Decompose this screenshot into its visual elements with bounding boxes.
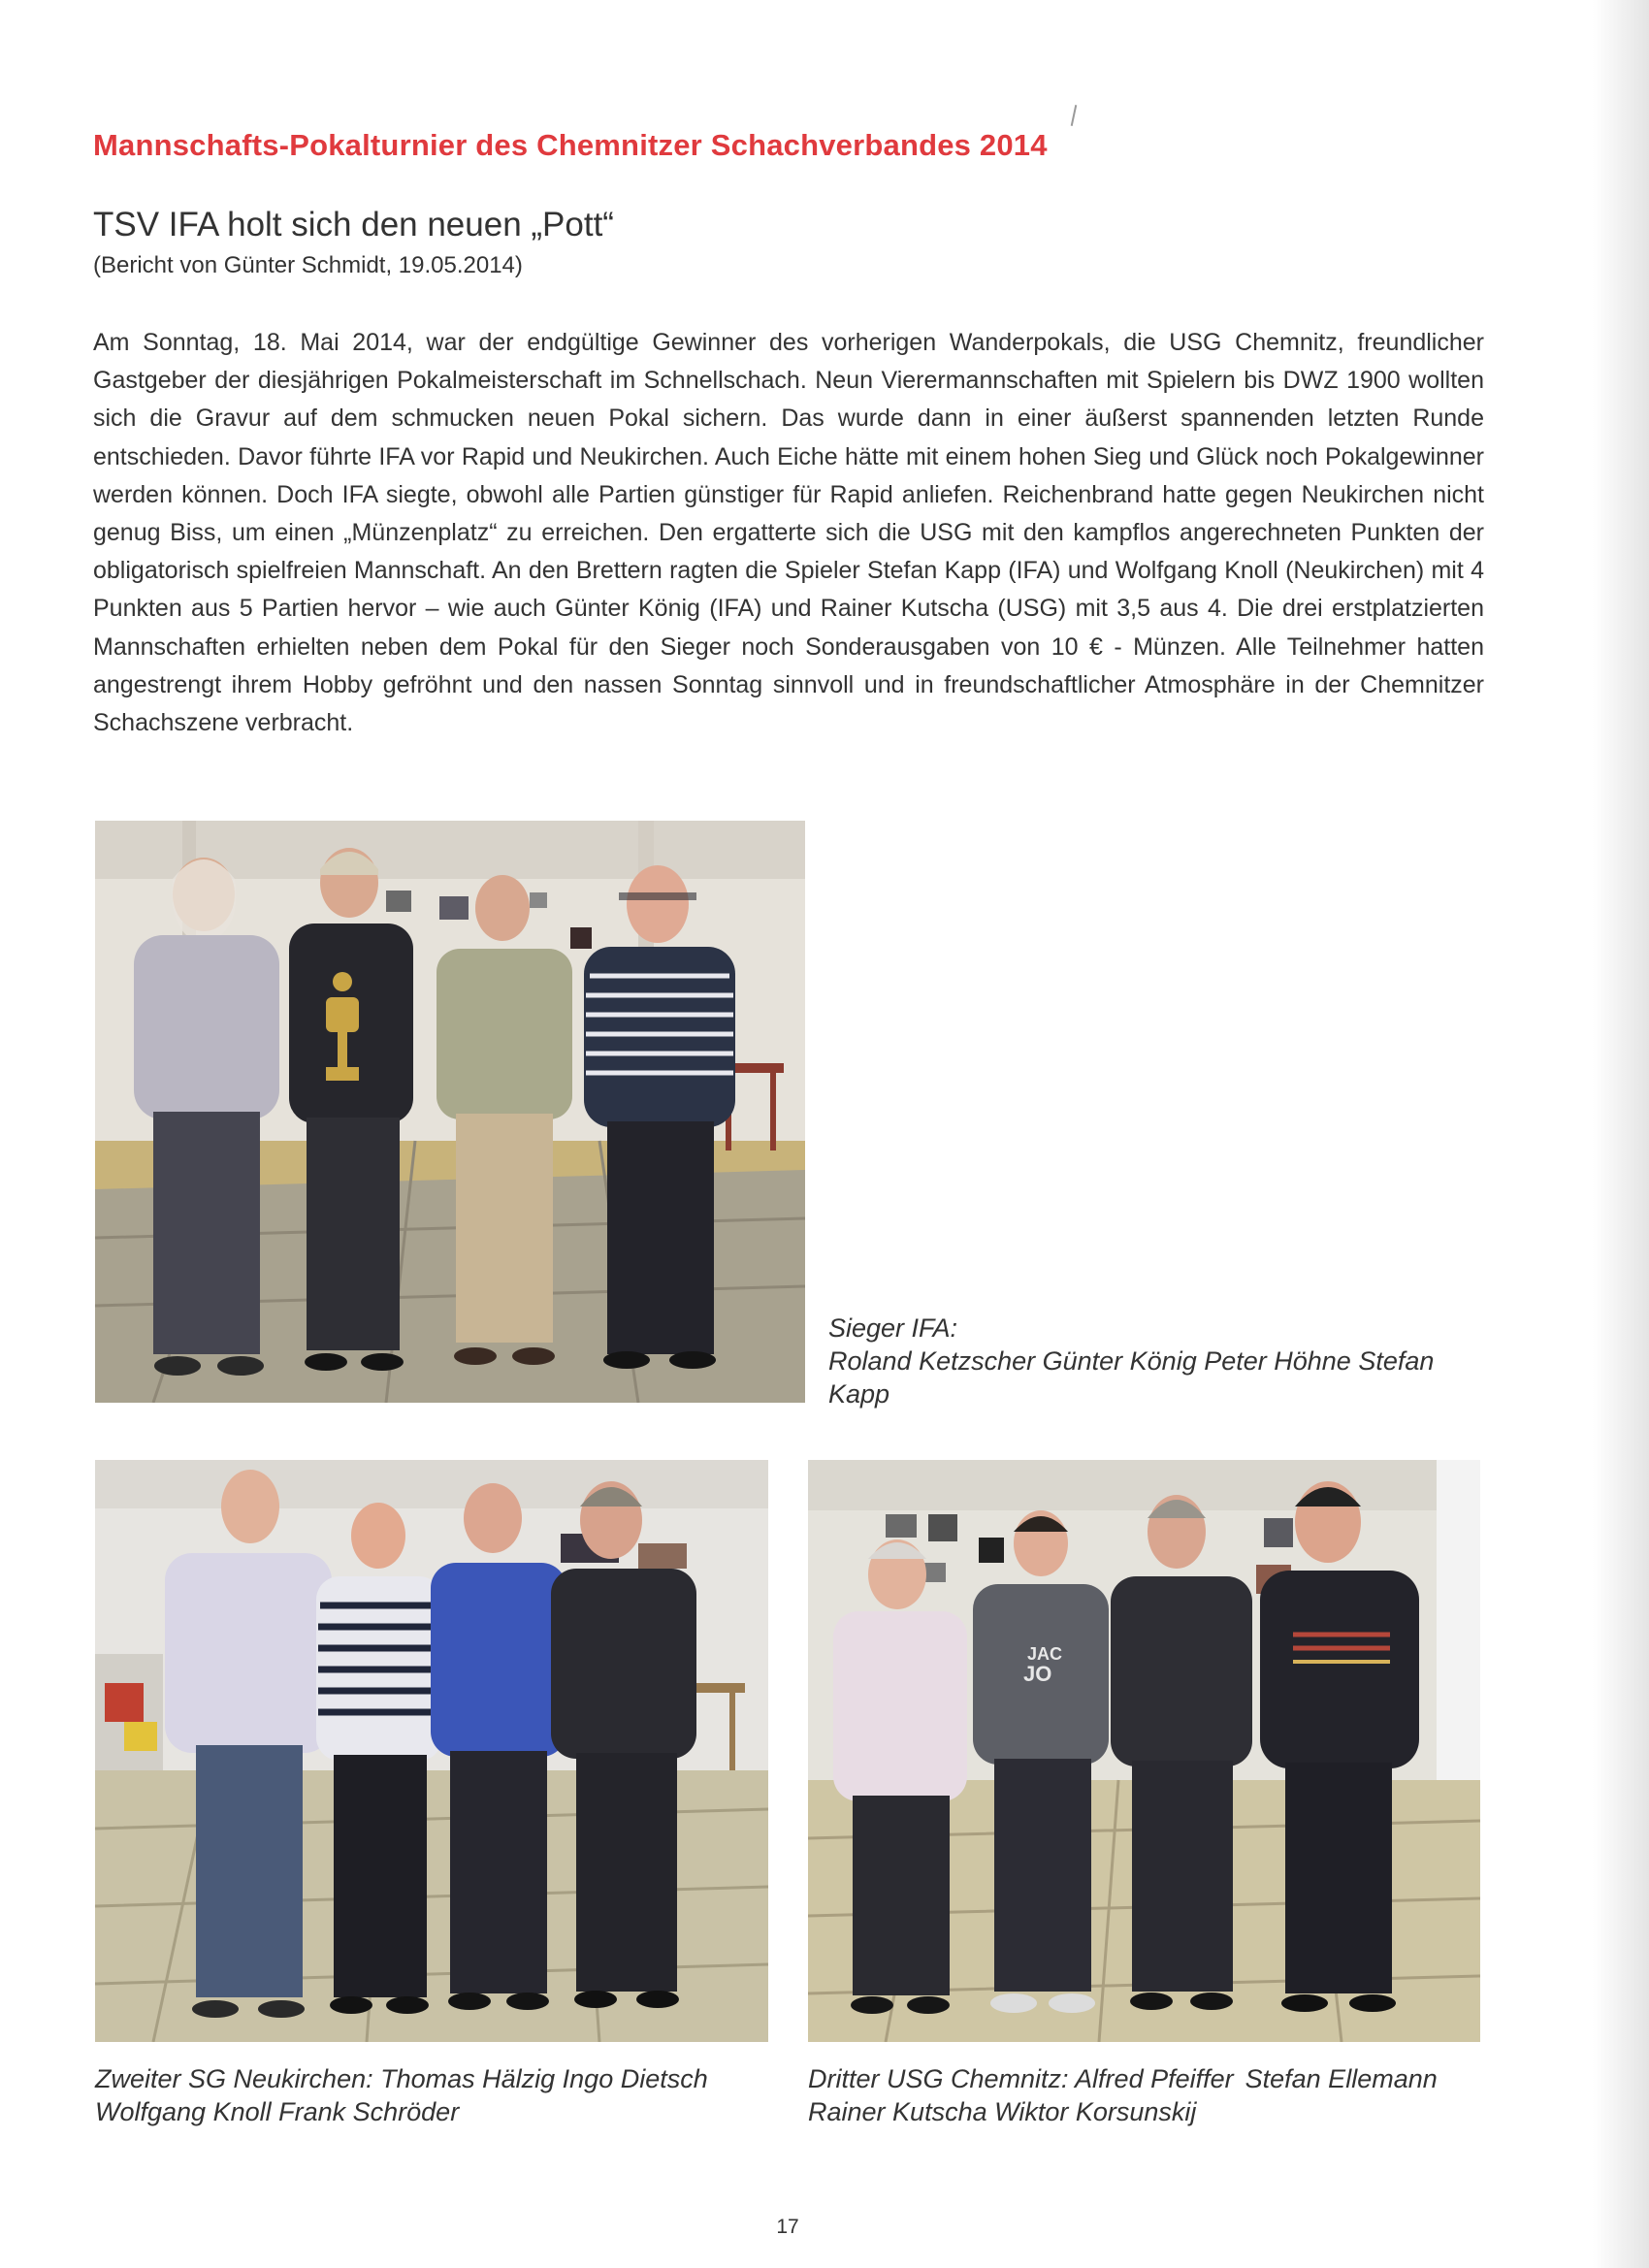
- page-binding-edge: [1593, 0, 1649, 2268]
- caption-second: [95, 2062, 774, 2128]
- caption-third-club: Dritter USG Chemnitz: Alfred Pfeiffer: [808, 2064, 1234, 2093]
- caption-winners-heading: Sieger IFA:: [828, 1313, 958, 1343]
- article-body: Am Sonntag, 18. Mai 2014, war der endgültige Gewinner des vorherigen Wanderpokals, die USG Chemnitz, freundlicher Gastgeber der diesjährigen Pokalmeisterschaft im Schnellschach. Neun Vierermannschaften mit Spielern bis DWZ 1900 wollten sich die Gravur auf dem schmucken neuen Pokal sichern. Das wurde dann in einer äußerst spannenden letzten Runde entschieden. Davor führte IFA vor Rapid und Neukirchen. Auch Eiche hätte mit einem hohen Sieg und Glück noch Pokalgewinner werden können. Doch IFA siegte, obwohl alle Partien günstiger für Rapid anliefen. Reichenbrand hatte gegen Neukirchen nicht genug Biss, um einen „Münzenplatz“ zu erreichen. Den ergatterte sich die USG mit den kampflos angerechneten Punkten der obligatorisch spielfreien Mannschaft. An den Brettern ragten die Spieler Stefan Kapp (IFA) und Wolfgang Knoll (Neukirchen) mit 4 Punkten aus 5 Partien hervor – wie auch Günter König (IFA) und Rainer Kutscha (USG) mit 3,5 aus 4. Die drei erstplatzierten Mannschaften erhielten neben dem Pokal für den Sieger noch Sonderausgaben von 10 € - Münzen. Alle Teilnehmer hatten angestrengt ihrem Hobby gefröhnt und den nassen Sonntag sinnvoll und in freundschaftlicher Atmosphäre in der Chemnitzer Schachszene verbracht.: [93, 329, 1484, 737]
- caption-third-line2: Rainer Kutscha Wiktor Korsunskij: [808, 2097, 1197, 2126]
- caption-third-line1: [808, 2062, 1487, 2095]
- caption-winners-names: Roland Ketzscher Günter König Peter Höhne Stefan Kapp: [828, 1346, 1435, 1409]
- caption-third-name: Stefan Ellemann: [1245, 2064, 1438, 2093]
- page-number: 17: [776, 2216, 799, 2238]
- stray-pen-mark: [1071, 105, 1078, 126]
- article-subtitle: TSV IFA holt sich den neuen „Pott“: [93, 206, 614, 243]
- caption-second-line1: Zweiter SG Neukirchen: Thomas Hälzig Ingo Dietsch: [95, 2064, 708, 2093]
- article-title: Mannschafts-Pokalturnier des Chemnitzer Schachverbandes 2014: [93, 128, 1048, 162]
- caption-second-line2: Wolfgang Knoll Frank Schröder: [95, 2097, 460, 2126]
- photo-third-usg: [808, 1460, 1480, 2042]
- photo-second-neukirchen: [95, 1460, 768, 2042]
- caption-third: [808, 2062, 1487, 2128]
- article-byline: (Bericht von Günter Schmidt, 19.05.2014): [93, 252, 523, 278]
- svg-text:JO: JO: [1023, 1662, 1052, 1686]
- caption-winners: [828, 1312, 1469, 1410]
- svg-text:JAC: JAC: [1027, 1644, 1063, 1664]
- photo-winners-ifa: [95, 821, 805, 1403]
